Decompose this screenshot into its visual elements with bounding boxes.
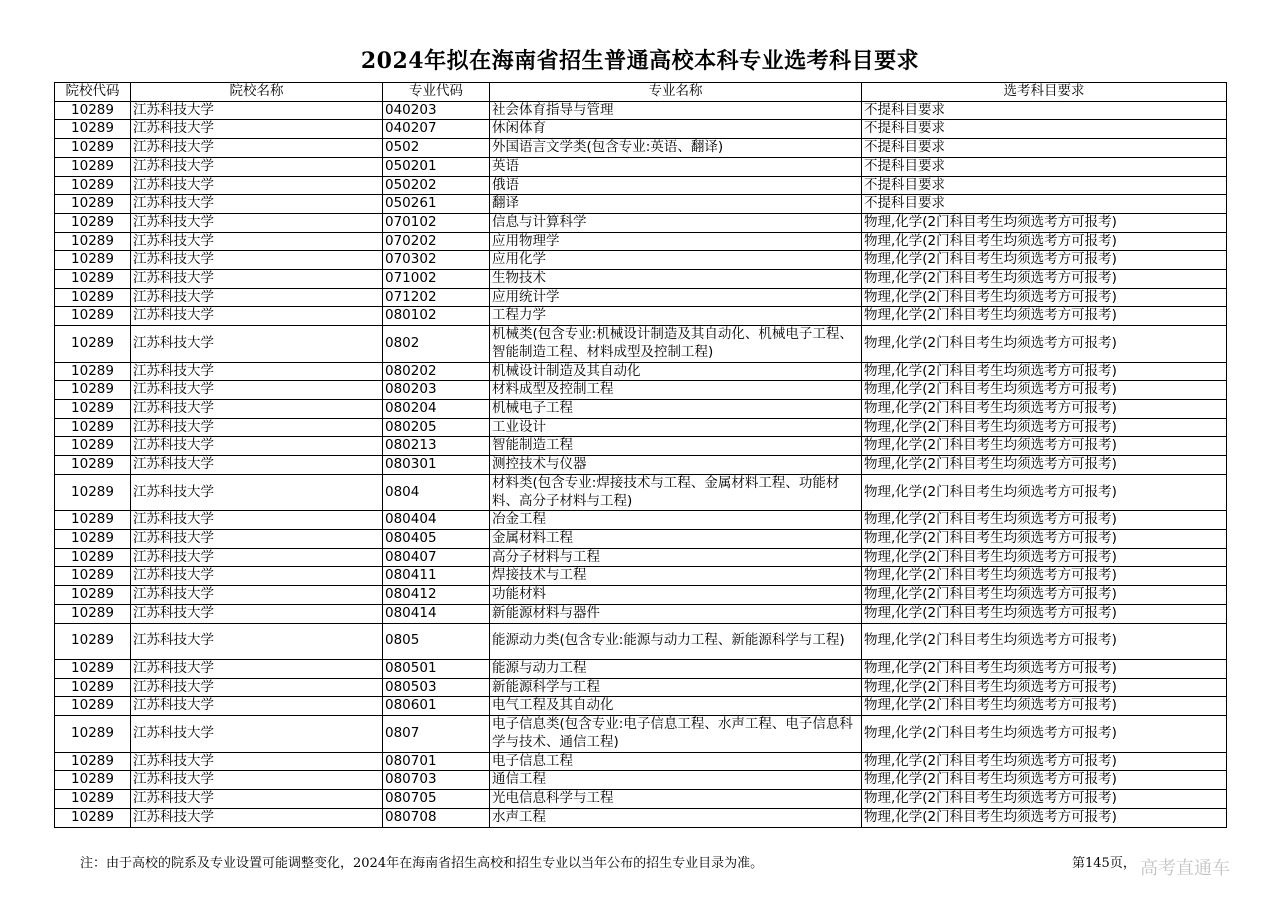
cell-major-code: 080411 [383,567,490,586]
cell-school-name: 江苏科技大学 [131,567,383,586]
cell-major-code: 0807 [383,716,490,753]
cell-major-name: 应用统计学 [490,288,862,307]
cell-requirement: 物理,化学(2门科目考生均须选考方可报考) [862,623,1227,660]
cell-school-name: 江苏科技大学 [131,213,383,232]
table-row [55,771,1227,790]
header-school-name: 院校名称 [131,83,383,102]
cell-major-name: 高分子材料与工程 [490,548,862,567]
cell-major-name: 焊接技术与工程 [490,567,862,586]
cell-school-code: 10289 [55,790,131,809]
table-row [55,586,1227,605]
cell-school-code: 10289 [55,530,131,549]
header-major-code: 专业代码 [383,83,490,102]
cell-major-code: 080301 [383,456,490,475]
table-row [55,362,1227,381]
cell-school-name: 江苏科技大学 [131,251,383,270]
cell-requirement: 不提科目要求 [862,139,1227,158]
cell-school-name: 江苏科技大学 [131,474,383,511]
cell-major-code: 0802 [383,326,490,363]
cell-major-code: 080407 [383,548,490,567]
cell-school-name: 江苏科技大学 [131,808,383,827]
cell-requirement: 物理,化学(2门科目考生均须选考方可报考) [862,660,1227,679]
cell-major-name: 应用物理学 [490,232,862,251]
cell-school-name: 江苏科技大学 [131,697,383,716]
table-row [55,139,1227,158]
cell-requirement: 物理,化学(2门科目考生均须选考方可报考) [862,307,1227,326]
cell-school-name: 江苏科技大学 [131,752,383,771]
cell-requirement: 物理,化学(2门科目考生均须选考方可报考) [862,678,1227,697]
cell-major-code: 050201 [383,157,490,176]
cell-school-name: 江苏科技大学 [131,437,383,456]
cell-major-name: 光电信息科学与工程 [490,790,862,809]
cell-school-name: 江苏科技大学 [131,511,383,530]
cell-school-code: 10289 [55,808,131,827]
cell-school-code: 10289 [55,474,131,511]
table-row [55,530,1227,549]
cell-major-code: 0805 [383,623,490,660]
table-row [55,716,1227,753]
cell-school-code: 10289 [55,511,131,530]
table-row [55,790,1227,809]
table-row [55,456,1227,475]
table-body [55,101,1227,827]
cell-requirement: 物理,化学(2门科目考生均须选考方可报考) [862,456,1227,475]
cell-school-name: 江苏科技大学 [131,326,383,363]
cell-major-code: 080102 [383,307,490,326]
cell-major-name: 机械设计制造及其自动化 [490,362,862,381]
cell-school-name: 江苏科技大学 [131,660,383,679]
cell-major-name: 社会体育指导与管理 [490,101,862,120]
header-major-name: 专业名称 [490,83,862,102]
cell-school-code: 10289 [55,176,131,195]
cell-requirement: 物理,化学(2门科目考生均须选考方可报考) [862,790,1227,809]
cell-major-name: 生物技术 [490,270,862,289]
cell-school-code: 10289 [55,362,131,381]
watermark: 高考直通车 [1140,858,1230,879]
cell-major-code: 080202 [383,362,490,381]
cell-requirement: 物理,化学(2门科目考生均须选考方可报考) [862,697,1227,716]
cell-major-code: 070302 [383,251,490,270]
cell-major-code: 080501 [383,660,490,679]
cell-requirement: 物理,化学(2门科目考生均须选考方可报考) [862,567,1227,586]
cell-major-name: 水声工程 [490,808,862,827]
page-title: 2024年拟在海南省招生普通高校本科专业选考科目要求 [360,48,920,74]
cell-school-name: 江苏科技大学 [131,362,383,381]
cell-requirement: 物理,化学(2门科目考生均须选考方可报考) [862,604,1227,623]
cell-major-name: 新能源科学与工程 [490,678,862,697]
cell-school-name: 江苏科技大学 [131,586,383,605]
cell-school-code: 10289 [55,567,131,586]
cell-school-name: 江苏科技大学 [131,771,383,790]
table-row [55,604,1227,623]
cell-major-name: 通信工程 [490,771,862,790]
cell-school-name: 江苏科技大学 [131,604,383,623]
cell-major-code: 040203 [383,101,490,120]
cell-major-code: 080701 [383,752,490,771]
table-row [55,752,1227,771]
cell-major-code: 050202 [383,176,490,195]
cell-school-name: 江苏科技大学 [131,195,383,214]
cell-major-code: 080405 [383,530,490,549]
cell-school-name: 江苏科技大学 [131,139,383,158]
cell-major-name: 金属材料工程 [490,530,862,549]
cell-requirement: 物理,化学(2门科目考生均须选考方可报考) [862,288,1227,307]
cell-major-code: 080703 [383,771,490,790]
table-row [55,437,1227,456]
cell-major-code: 080412 [383,586,490,605]
cell-major-code: 080404 [383,511,490,530]
cell-school-code: 10289 [55,660,131,679]
cell-requirement: 物理,化学(2门科目考生均须选考方可报考) [862,586,1227,605]
cell-major-code: 080503 [383,678,490,697]
cell-school-code: 10289 [55,157,131,176]
cell-requirement: 不提科目要求 [862,157,1227,176]
cell-school-code: 10289 [55,288,131,307]
table-row [55,660,1227,679]
cell-major-code: 080203 [383,381,490,400]
table-row [55,213,1227,232]
cell-major-code: 080414 [383,604,490,623]
cell-major-code: 0804 [383,474,490,511]
cell-school-name: 江苏科技大学 [131,678,383,697]
cell-school-name: 江苏科技大学 [131,456,383,475]
table-row [55,120,1227,139]
cell-school-code: 10289 [55,195,131,214]
cell-requirement: 物理,化学(2门科目考生均须选考方可报考) [862,232,1227,251]
cell-major-name: 冶金工程 [490,511,862,530]
cell-school-code: 10289 [55,771,131,790]
cell-requirement: 物理,化学(2门科目考生均须选考方可报考) [862,418,1227,437]
cell-school-code: 10289 [55,418,131,437]
table-row [55,418,1227,437]
cell-major-name: 工业设计 [490,418,862,437]
cell-requirement: 物理,化学(2门科目考生均须选考方可报考) [862,381,1227,400]
cell-school-name: 江苏科技大学 [131,176,383,195]
cell-major-code: 0502 [383,139,490,158]
cell-school-code: 10289 [55,678,131,697]
cell-major-name: 信息与计算科学 [490,213,862,232]
table-row [55,511,1227,530]
table-row [55,232,1227,251]
cell-school-code: 10289 [55,586,131,605]
header-requirement: 选考科目要求 [862,83,1227,102]
cell-requirement: 不提科目要求 [862,176,1227,195]
table-row [55,251,1227,270]
cell-major-name: 电子信息类(包含专业:电子信息工程、水声工程、电子信息科学与技术、通信工程) [490,716,862,753]
cell-major-name: 机械电子工程 [490,400,862,419]
cell-school-code: 10289 [55,381,131,400]
cell-school-code: 10289 [55,604,131,623]
cell-requirement: 物理,化学(2门科目考生均须选考方可报考) [862,511,1227,530]
cell-requirement: 物理,化学(2门科目考生均须选考方可报考) [862,400,1227,419]
cell-major-code: 080204 [383,400,490,419]
table-row [55,195,1227,214]
cell-school-code: 10289 [55,456,131,475]
cell-requirement: 物理,化学(2门科目考生均须选考方可报考) [862,213,1227,232]
cell-requirement: 物理,化学(2门科目考生均须选考方可报考) [862,326,1227,363]
table-row [55,678,1227,697]
cell-requirement: 物理,化学(2门科目考生均须选考方可报考) [862,530,1227,549]
table-row [55,623,1227,660]
cell-major-name: 外国语言文学类(包含专业:英语、翻译) [490,139,862,158]
cell-school-name: 江苏科技大学 [131,530,383,549]
cell-school-name: 江苏科技大学 [131,157,383,176]
cell-requirement: 不提科目要求 [862,120,1227,139]
cell-school-code: 10289 [55,120,131,139]
cell-school-code: 10289 [55,548,131,567]
table-row [55,400,1227,419]
table-row [55,381,1227,400]
cell-major-name: 英语 [490,157,862,176]
cell-major-name: 测控技术与仪器 [490,456,862,475]
requirements-table [54,82,1227,828]
cell-requirement: 物理,化学(2门科目考生均须选考方可报考) [862,548,1227,567]
table-row [55,101,1227,120]
cell-major-code: 071202 [383,288,490,307]
cell-major-code: 080601 [383,697,490,716]
cell-school-name: 江苏科技大学 [131,307,383,326]
cell-school-code: 10289 [55,251,131,270]
cell-school-code: 10289 [55,752,131,771]
cell-requirement: 物理,化学(2门科目考生均须选考方可报考) [862,362,1227,381]
cell-requirement: 物理,化学(2门科目考生均须选考方可报考) [862,474,1227,511]
cell-major-code: 050261 [383,195,490,214]
cell-major-name: 机械类(包含专业:机械设计制造及其自动化、机械电子工程、智能制造工程、材料成型及控制工程) [490,326,862,363]
table-row [55,548,1227,567]
table-row [55,307,1227,326]
cell-school-code: 10289 [55,716,131,753]
cell-school-code: 10289 [55,623,131,660]
cell-requirement: 物理,化学(2门科目考生均须选考方可报考) [862,716,1227,753]
header-school-code: 院校代码 [55,83,131,102]
cell-major-name: 休闲体育 [490,120,862,139]
cell-major-name: 功能材料 [490,586,862,605]
cell-requirement: 物理,化学(2门科目考生均须选考方可报考) [862,771,1227,790]
cell-school-code: 10289 [55,101,131,120]
cell-school-name: 江苏科技大学 [131,120,383,139]
cell-major-code: 071002 [383,270,490,289]
cell-major-name: 能源与动力工程 [490,660,862,679]
table-row [55,567,1227,586]
cell-major-code: 080708 [383,808,490,827]
cell-major-name: 翻译 [490,195,862,214]
cell-major-code: 080705 [383,790,490,809]
cell-major-name: 材料成型及控制工程 [490,381,862,400]
cell-school-code: 10289 [55,697,131,716]
cell-major-name: 智能制造工程 [490,437,862,456]
cell-school-code: 10289 [55,232,131,251]
table-header-row [55,83,1227,102]
cell-school-code: 10289 [55,400,131,419]
cell-major-name: 应用化学 [490,251,862,270]
cell-major-code: 080205 [383,418,490,437]
table-row [55,697,1227,716]
table-row [55,326,1227,363]
cell-school-code: 10289 [55,307,131,326]
cell-major-name: 工程力学 [490,307,862,326]
cell-requirement: 物理,化学(2门科目考生均须选考方可报考) [862,437,1227,456]
cell-requirement: 物理,化学(2门科目考生均须选考方可报考) [862,808,1227,827]
cell-major-code: 040207 [383,120,490,139]
cell-school-name: 江苏科技大学 [131,101,383,120]
cell-requirement: 不提科目要求 [862,101,1227,120]
cell-school-code: 10289 [55,437,131,456]
table-row [55,474,1227,511]
cell-requirement: 物理,化学(2门科目考生均须选考方可报考) [862,251,1227,270]
cell-major-name: 新能源材料与器件 [490,604,862,623]
cell-major-code: 080213 [383,437,490,456]
cell-school-code: 10289 [55,270,131,289]
cell-major-code: 070202 [383,232,490,251]
cell-school-name: 江苏科技大学 [131,400,383,419]
cell-requirement: 不提科目要求 [862,195,1227,214]
table-row [55,176,1227,195]
cell-school-name: 江苏科技大学 [131,288,383,307]
cell-school-code: 10289 [55,139,131,158]
cell-school-code: 10289 [55,326,131,363]
cell-school-name: 江苏科技大学 [131,381,383,400]
cell-major-name: 电子信息工程 [490,752,862,771]
cell-major-code: 070102 [383,213,490,232]
cell-requirement: 物理,化学(2门科目考生均须选考方可报考) [862,752,1227,771]
cell-major-name: 材料类(包含专业:焊接技术与工程、金属材料工程、功能材料、高分子材料与工程) [490,474,862,511]
cell-major-name: 俄语 [490,176,862,195]
table-row [55,288,1227,307]
cell-school-name: 江苏科技大学 [131,232,383,251]
cell-school-code: 10289 [55,213,131,232]
cell-major-name: 能源动力类(包含专业:能源与动力工程、新能源科学与工程) [490,623,862,660]
footer-note: 注：由于高校的院系及专业设置可能调整变化，2024年在海南省招生高校和招生专业以当年公布的招生专业目录为准。 [80,856,764,871]
cell-school-name: 江苏科技大学 [131,270,383,289]
cell-school-name: 江苏科技大学 [131,623,383,660]
cell-major-name: 电气工程及其自动化 [490,697,862,716]
table-row [55,808,1227,827]
cell-school-name: 江苏科技大学 [131,716,383,753]
cell-school-name: 江苏科技大学 [131,418,383,437]
page-number: 第145页， [1072,856,1136,871]
cell-requirement: 物理,化学(2门科目考生均须选考方可报考) [862,270,1227,289]
cell-school-name: 江苏科技大学 [131,790,383,809]
table-row [55,157,1227,176]
table-row [55,270,1227,289]
cell-school-name: 江苏科技大学 [131,548,383,567]
